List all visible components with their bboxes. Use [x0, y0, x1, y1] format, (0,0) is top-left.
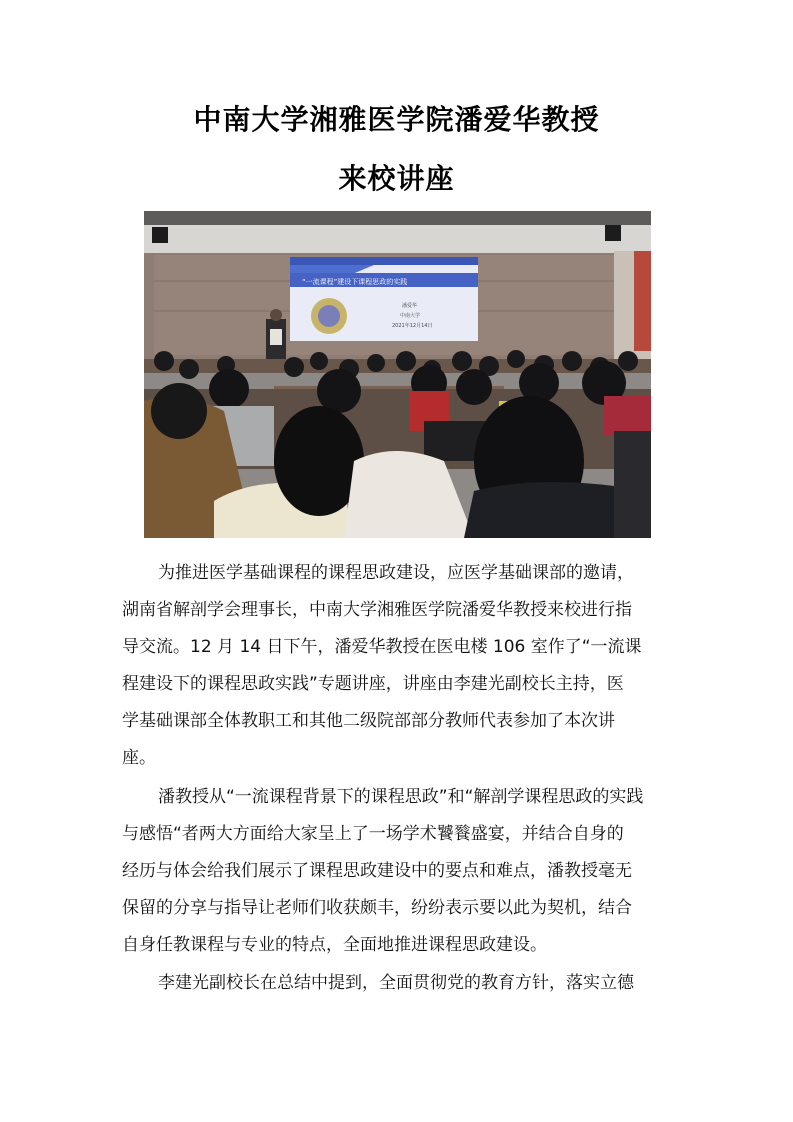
paragraph-line: 座。	[122, 748, 156, 768]
paragraph-line: 经历与体会给我们展示了课程思政建设中的要点和难点，潘教授毫无	[122, 861, 632, 881]
paragraph-line: 导交流。12 月 14 日下午，潘爱华教授在医电楼 106 室作了“一流课	[122, 637, 642, 657]
slide-date: 2021年12月14日	[392, 323, 433, 329]
paragraph-line: 保留的分享与指导让老师们收获颇丰，纷纷表示要以此为契机，结合	[122, 898, 632, 918]
loudspeaker-left	[152, 227, 168, 243]
paragraph-line: 与感悟“者两大方面给大家呈上了一场学术饕餮盛宴，并结合自身的	[122, 824, 624, 844]
paragraph-line: 学基础课部全体教职工和其他二级院部部分教师代表参加了本次讲	[122, 711, 615, 731]
slide-title: “一流课程”建设下课程思政的实践	[302, 278, 408, 286]
slide-presenter: 潘爱华	[402, 303, 418, 309]
paragraph-3	[122, 965, 674, 1002]
paragraph-line: 为推进医学基础课程的课程思政建设，应医学基础课部的邀请，	[158, 563, 634, 583]
paragraph-2	[122, 779, 674, 964]
paragraph-line: 湖南省解剖学会理事长，中南大学湘雅医学院潘爱华教授来校进行指	[122, 600, 632, 620]
paragraph-line: 程建设下的课程思政实践”专题讲座，讲座由李建光副校长主持，医	[122, 674, 624, 694]
paragraph-line: 自身任教课程与专业的特点，全面地推进课程思政建设。	[122, 935, 547, 955]
paragraph-1	[122, 555, 674, 777]
paragraph-line: 潘教授从“一流课程背景下的课程思政”和“解剖学课程思政的实践	[158, 787, 644, 807]
slide-university: 中南大学	[400, 313, 421, 319]
page-title-line1: 中南大学湘雅医学院潘爱华教授	[193, 103, 600, 136]
loudspeaker-right	[605, 225, 621, 241]
lecture-photo	[144, 211, 651, 538]
paragraph-line: 李建光副校长在总结中提到，全面贯彻党的教育方针，落实立德	[158, 973, 634, 993]
page-title-line2: 来校讲座	[338, 162, 455, 195]
